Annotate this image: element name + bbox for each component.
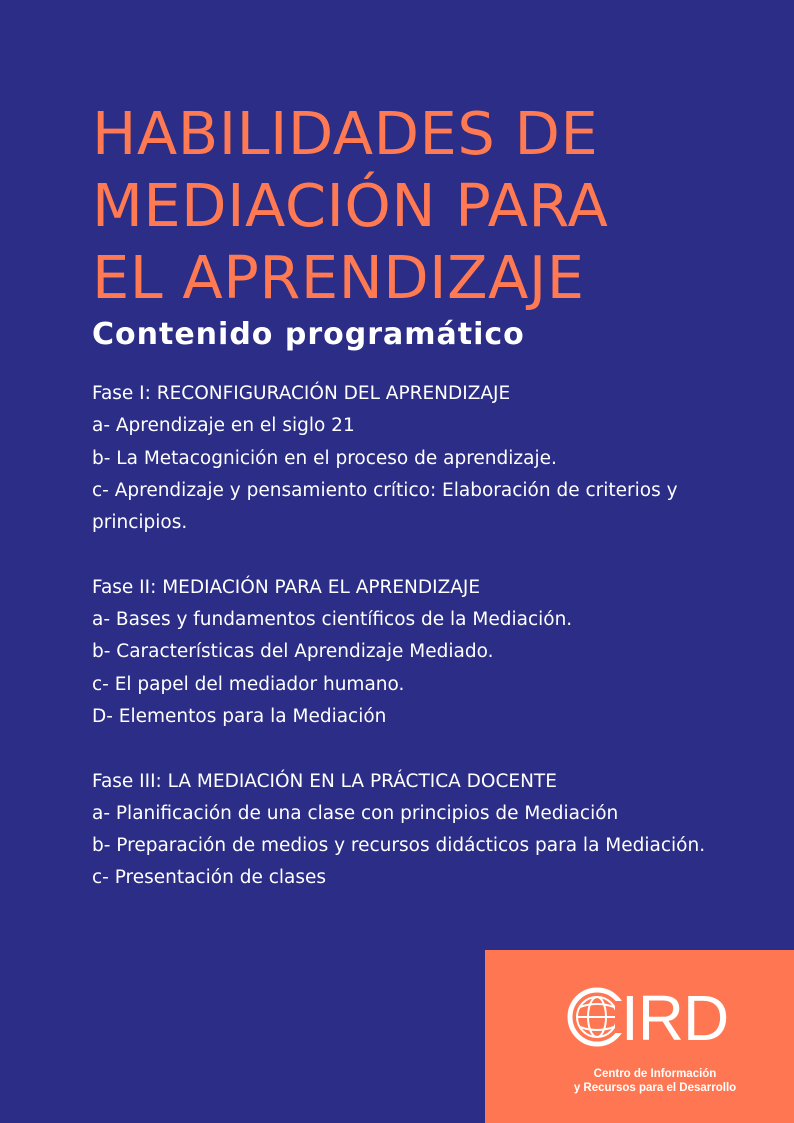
phase-3-item: c- Presentación de clases	[92, 867, 327, 889]
logo-tagline-line-1: Centro de Información	[593, 1068, 717, 1080]
program-content	[92, 378, 712, 927]
title-line-1: HABILIDADES DE	[92, 99, 599, 168]
logo-tagline	[567, 1067, 743, 1095]
phase-1	[92, 378, 712, 539]
phase-2-item: D- Elementos para la Mediación	[92, 705, 387, 727]
page-title	[92, 98, 608, 314]
logo-tagline-line-2: y Recursos para el Desarrollo	[573, 1082, 737, 1094]
phase-3-item: a- Planificación de una clase con principios de Mediación	[92, 802, 619, 824]
phase-2	[92, 572, 712, 733]
phase-1-item: a- Aprendizaje en el siglo 21	[92, 415, 355, 437]
title-line-3: EL APRENDIZAJE	[92, 243, 585, 312]
phase-3-item: b- Preparación de medios y recursos didácticos para la Mediación.	[92, 835, 706, 857]
phase-3	[92, 766, 712, 895]
phase-1-item: b- La Metacognición en el proceso de aprendizaje.	[92, 447, 557, 469]
phase-1-item: c- Aprendizaje y pensamiento crítico: Elaboración de criterios y principios.	[92, 479, 678, 534]
phase-2-item: c- El papel del mediador humano.	[92, 673, 405, 695]
cird-logo-panel	[485, 950, 794, 1123]
phase-3-heading: Fase III: LA MEDIACIÓN EN LA PRÁCTICA DOCENTE	[92, 770, 557, 792]
title-line-2: MEDIACIÓN PARA	[92, 171, 609, 240]
phase-1-heading: Fase I: RECONFIGURACIÓN DEL APRENDIZAJE	[92, 383, 511, 404]
phase-2-heading: Fase II: MEDIACIÓN PARA EL APRENDIZAJE	[92, 576, 481, 598]
logo-wordmark: IRD	[621, 987, 729, 1047]
cird-logo	[567, 987, 747, 1047]
phase-2-item: a- Bases y fundamentos científicos de la Mediación.	[92, 609, 573, 631]
page-subtitle: Contenido programático	[92, 317, 525, 352]
phase-2-item: b- Características del Aprendizaje Mediado.	[92, 641, 494, 663]
